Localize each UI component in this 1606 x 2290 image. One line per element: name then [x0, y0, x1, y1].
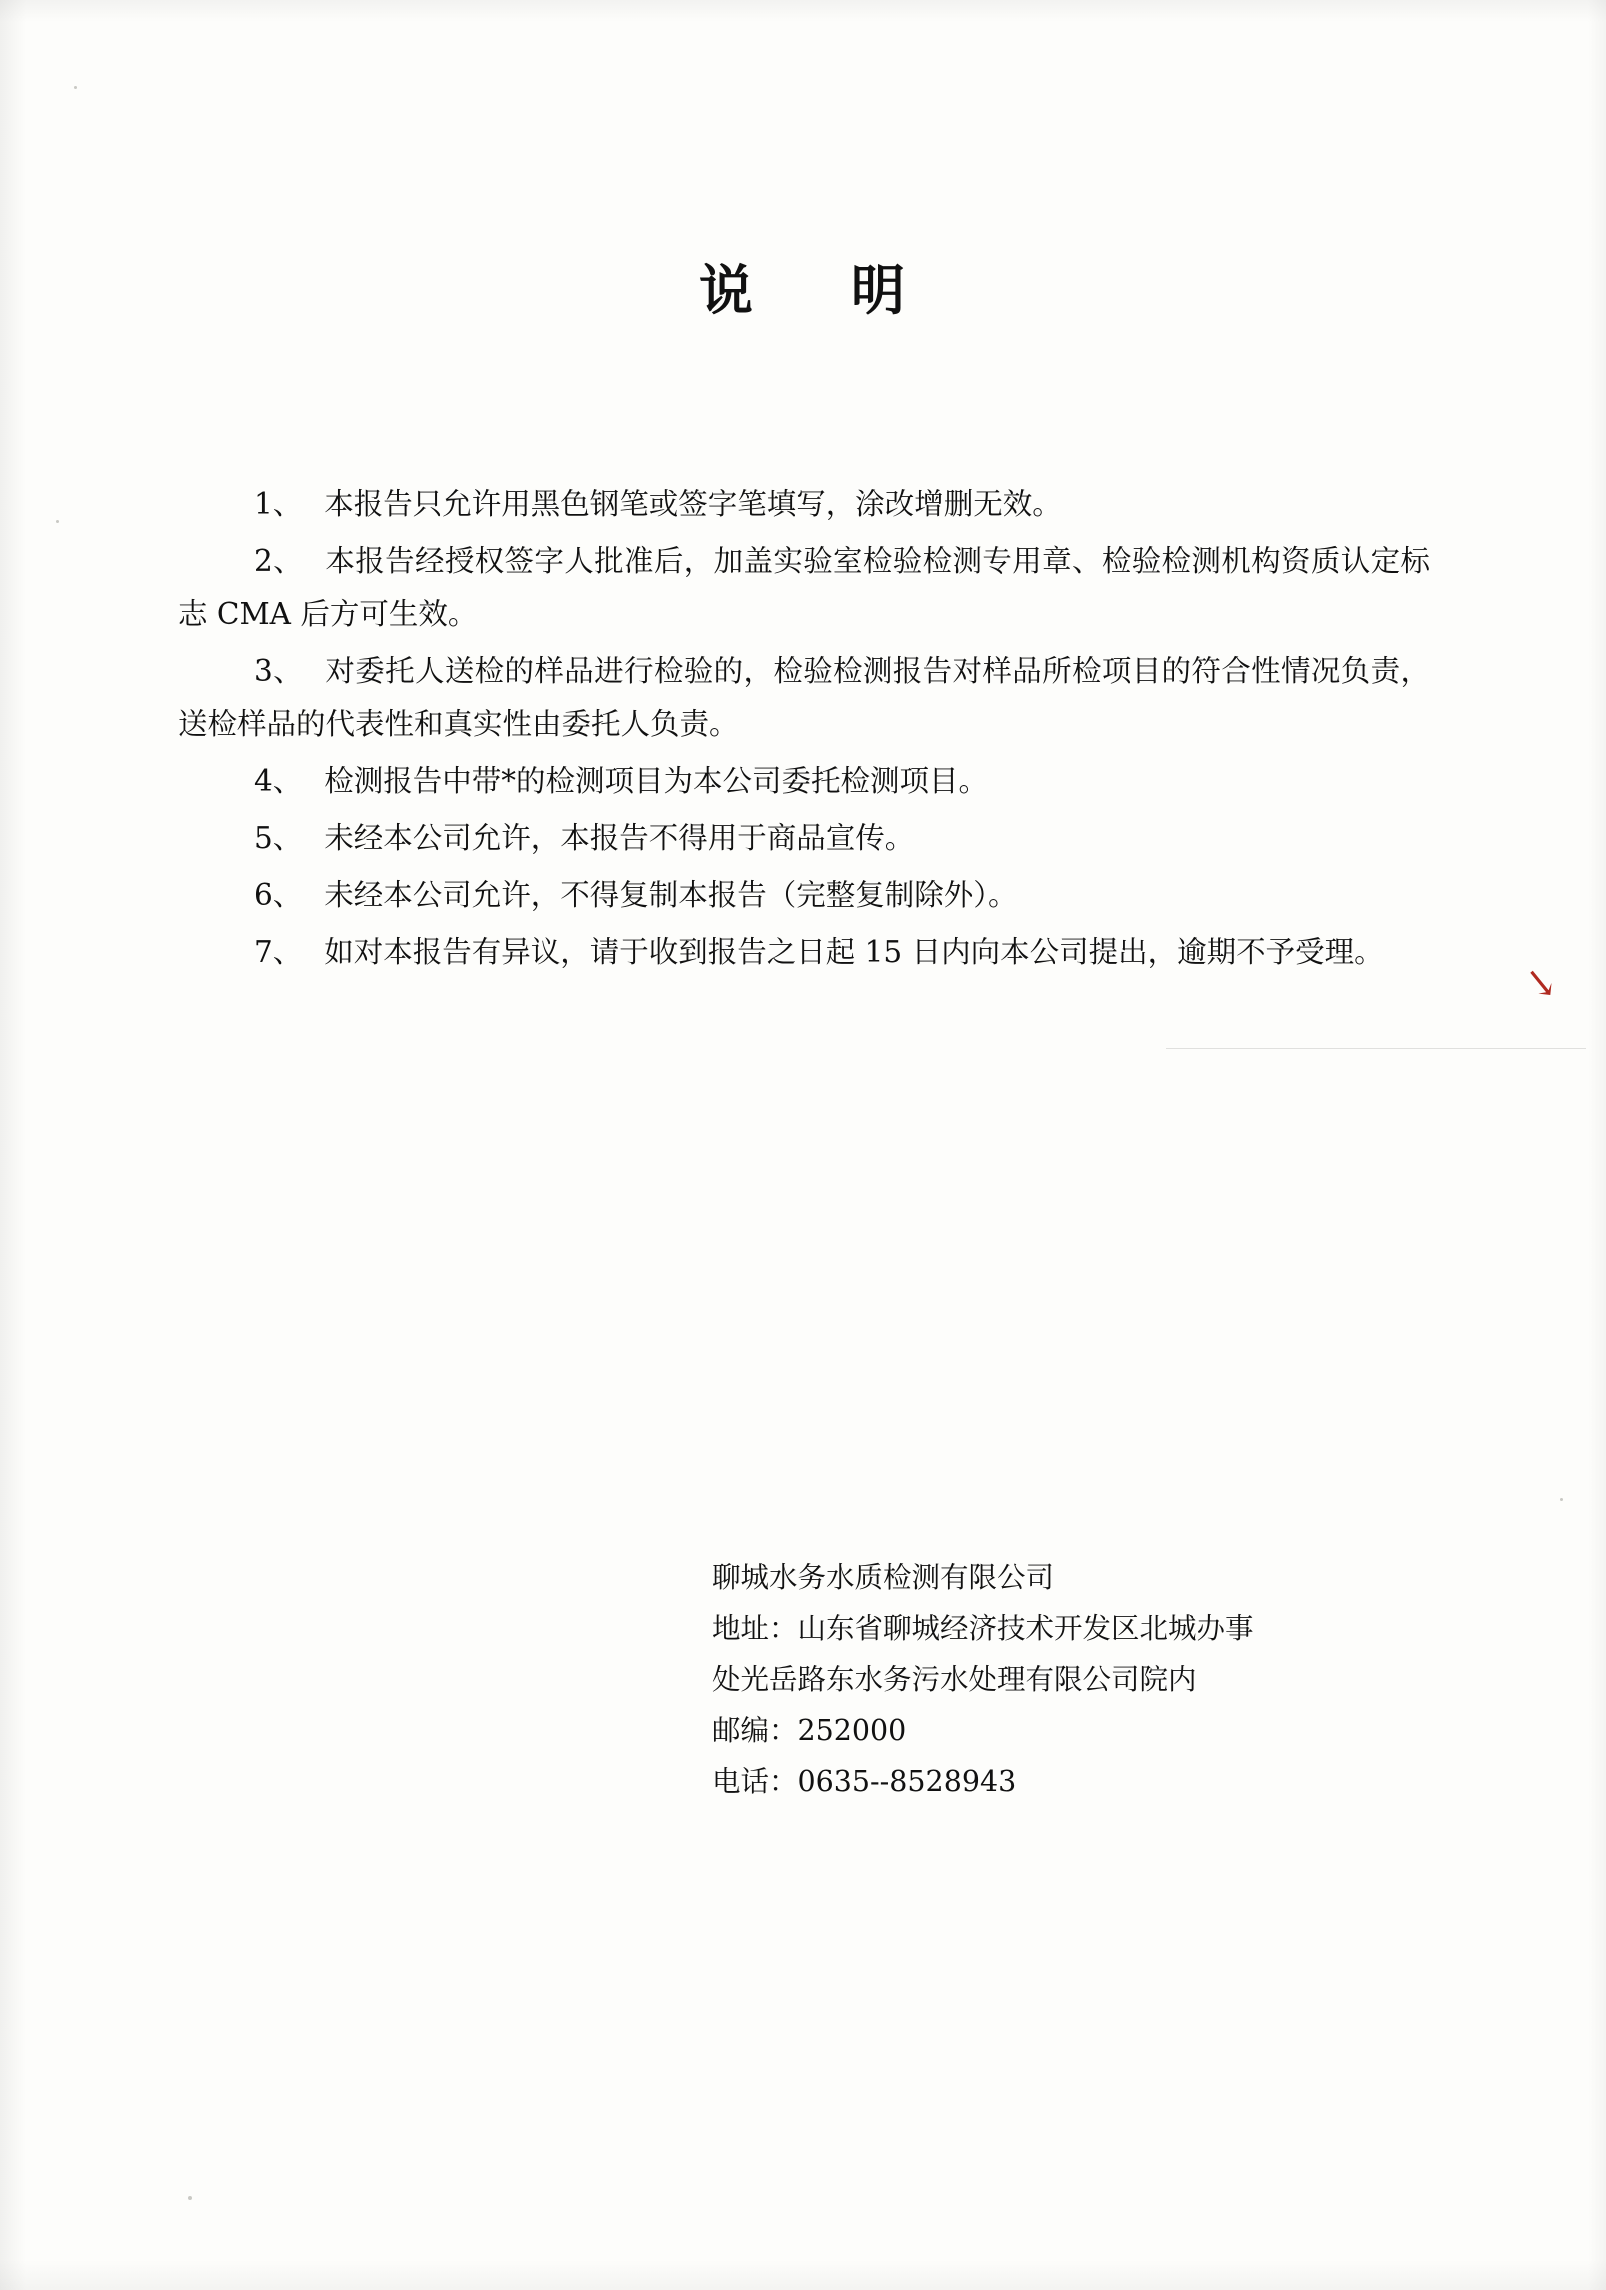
scan-edge-shading-left	[0, 0, 26, 2290]
footer-phone: 电话：0635--8528943	[712, 1765, 1017, 1798]
scan-artifact-line	[1166, 1048, 1586, 1049]
scan-edge-shading-bottom	[0, 2260, 1606, 2290]
footer-company-name: 聊城水务水质检测有限公司	[712, 1561, 1055, 1594]
clause-item	[178, 869, 1430, 922]
scan-edge-shading-right	[1588, 0, 1606, 2290]
red-pen-mark-icon: ↘	[1521, 958, 1560, 1008]
scan-speck	[188, 2196, 192, 2200]
clause-text: 未经本公司允许，不得复制本报告（完整复制除外）。	[324, 878, 1018, 912]
clause-item	[178, 645, 1430, 751]
clause-text: 如对本报告有异议，请于收到报告之日起 15 日内向本公司提出，逾期不予受理。	[324, 935, 1384, 969]
clause-number: 3、	[254, 654, 303, 688]
page-title-char-2: 明	[851, 258, 907, 322]
clause-number: 2、	[254, 544, 303, 578]
clause-text: 本报告经授权签字人批准后，加盖实验室检验检测专用章、检验检测机构资质认定标志 CMA 后方可生效。	[178, 544, 1430, 631]
scan-speck	[74, 86, 77, 89]
clause-number: 7、	[254, 935, 303, 969]
page-title-char-1: 说	[699, 258, 755, 322]
footer-postcode: 邮编：252000	[712, 1714, 907, 1747]
footer-contact-block	[712, 1552, 1254, 1807]
clause-item	[178, 755, 1430, 808]
clause-number: 5、	[254, 821, 303, 855]
clause-text: 检测报告中带*的检测项目为本公司委托检测项目。	[324, 764, 989, 798]
clause-text: 本报告只允许用黑色钢笔或签字笔填写，涂改增删无效。	[324, 487, 1062, 521]
clause-number: 6、	[254, 878, 303, 912]
scan-speck	[56, 520, 59, 523]
clause-item	[178, 926, 1430, 979]
clause-text: 未经本公司允许，本报告不得用于商品宣传。	[324, 821, 915, 855]
clause-item	[178, 535, 1430, 641]
scan-speck	[1560, 1498, 1563, 1501]
clause-item	[178, 812, 1430, 865]
clause-number: 1、	[254, 487, 303, 521]
clause-text: 对委托人送检的样品进行检验的，检验检测报告对样品所检项目的符合性情况负责，送检样品的代表性和真实性由委托人负责。	[178, 654, 1430, 741]
footer-address-line-1: 地址：山东省聊城经济技术开发区北城办事	[712, 1612, 1254, 1645]
scan-edge-shading-top	[0, 0, 1606, 22]
clause-list	[178, 478, 1430, 983]
clause-number: 4、	[254, 764, 303, 798]
clause-item	[178, 478, 1430, 531]
footer-address-line-2: 处光岳路东水务污水处理有限公司院内	[712, 1663, 1197, 1696]
page-title	[0, 248, 1606, 325]
